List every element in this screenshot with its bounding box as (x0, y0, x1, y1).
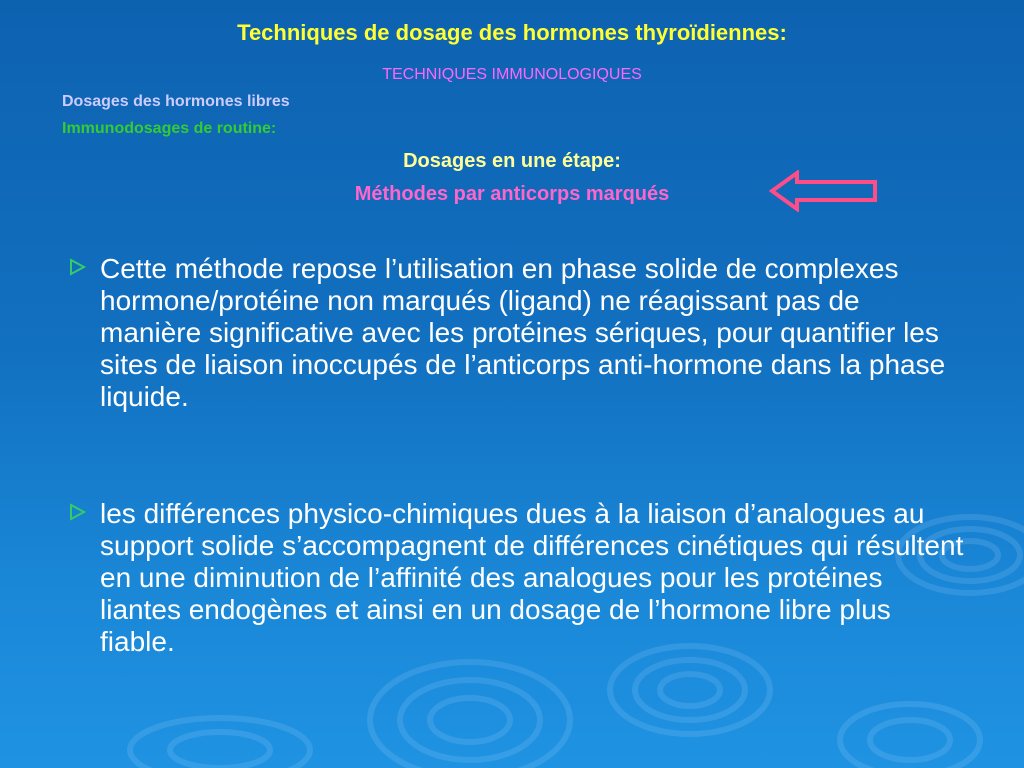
section-routine-immunoassays: Immunodosages de routine: (62, 120, 277, 137)
heading-labeled-antibody-methods: Méthodes par anticorps marqués (354, 183, 670, 205)
triangle-bullet-icon (68, 257, 88, 277)
triangle-bullet-icon (68, 502, 88, 522)
left-arrow-icon (769, 170, 879, 212)
bullet-item (68, 498, 968, 658)
section-free-hormones: Dosages des hormones libres (62, 93, 290, 110)
bullet-item (68, 253, 968, 413)
heading-one-step: Dosages en une étape: (403, 150, 621, 172)
bullet-text: les différences physico-chimiques dues à la liaison d’analogues au support solide s’accompagnent de différences cinétiques qui résultent en une diminution de l’affinité des analogues pour les protéines liantes endogènes et ainsi en un dosage de l’hormone libre plus fiable. (100, 498, 964, 657)
bullet-text: Cette méthode repose l’utilisation en phase solide de complexes hormone/protéine non marqués (ligand) ne réagissant pas de manière significative avec les protéines sériques, pour quantifier les sites de liaison inoccupés de l’anticorps anti-hormone dans la phase liquide. (100, 253, 946, 412)
slide-title: Techniques de dosage des hormones thyroïdiennes: (237, 20, 787, 45)
slide-subtitle: TECHNIQUES IMMUNOLOGIQUES (382, 66, 642, 83)
